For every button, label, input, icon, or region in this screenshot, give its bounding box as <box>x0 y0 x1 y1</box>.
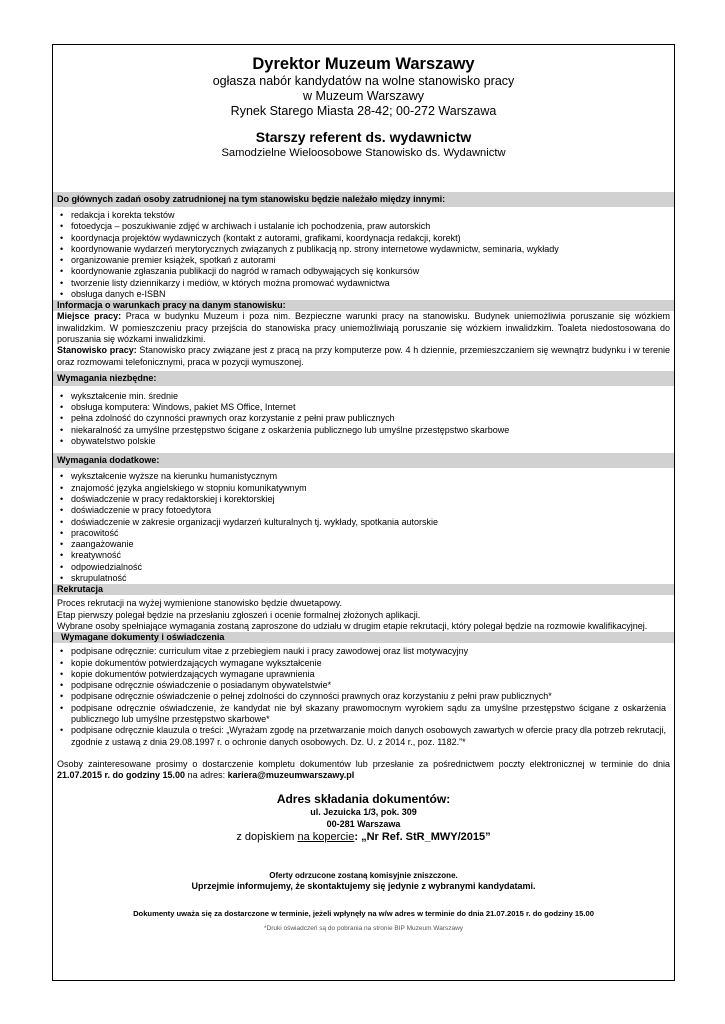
list-item: • niekaralność za umyślne przestępstwo ścigane z oskarżenia publicznego lub umyślne przestępstwo skarbowe <box>60 425 674 436</box>
header-address: Rynek Starego Miasta 28-42; 00-272 Warszawa <box>230 104 497 118</box>
required-heading: Wymagania niezbędne: <box>53 371 674 386</box>
submission-email: kariera@muzeumwarszawy.pl <box>227 770 355 781</box>
work-place-paragraph <box>53 311 674 345</box>
list-item: • wykształcenie min. średnie <box>60 391 674 402</box>
list-item: • odpowiedzialność <box>60 562 674 573</box>
work-post-label: Stanowisko pracy: <box>57 345 137 356</box>
recruitment-heading: Rekrutacja <box>53 584 674 595</box>
list-item: • zaangażowanie <box>60 539 674 550</box>
list-item: • podpisane odręcznie oświadczenie, że kandydat nie był skazany prawomocnym wyrokiem sądu za umyślne przestępstwo ścigane z oskarżenia publicznego lub umyślne przestępstwo skarbowe* <box>60 703 666 726</box>
list-item: • pracowitość <box>60 528 674 539</box>
documents-list <box>53 646 674 748</box>
work-post-paragraph <box>53 345 674 368</box>
submission-deadline: 21.07.2015 r. do godziny 15.00 <box>57 770 186 781</box>
list-item: • organizowanie premier książek, spotkań z autorami <box>60 255 674 266</box>
closing-block <box>53 870 674 935</box>
closing-line-2: Uprzejmie informujemy, że skontaktujemy się jedynie z wybranymi kandydatami. <box>191 881 536 892</box>
tasks-list <box>53 210 674 300</box>
address-heading: Adres składania dokumentów: <box>276 792 451 807</box>
job-announcement-document <box>52 44 675 981</box>
envelope-note-prefix: z dopiskiem <box>236 830 298 843</box>
list-item: • koordynowanie wydarzeń merytorycznych związanych z publikacją np. strony internetowe wydawnictw, seminaria, wykłady <box>60 244 674 255</box>
submission-text-mid: na adres: <box>185 770 228 781</box>
closing-line-1: Oferty odrzucone zostaną komisyjnie zniszczone. <box>269 870 458 880</box>
work-post-text: Stanowisko pracy związane jest z pracą na przy komputerze pow. 4 h dziennie, przemieszczaniem się wewnątrz budynku i w terenie oraz rozmowami telefonicznymi, praca w pozycji wymuszonej. <box>57 345 670 367</box>
list-item: • kreatywność <box>60 550 674 561</box>
page-title: Dyrektor Muzeum Warszawy <box>252 55 475 73</box>
list-item: • podpisane odręcznie klauzula o treści: „Wyrażam zgodę na przetwarzanie moich danych osobowych zawartych w ofercie pracy dla potrzeb rekrutacji, zgodnie z ustawą z dnia 29.08.1997 r. o ochronie danych osobowych. Dz. U. z 2014 r., poz. 1182.”* <box>60 725 666 748</box>
list-item: • skrupulatność <box>60 573 674 584</box>
work-place-text: Praca w budynku Muzeum i poza nim. Bezpieczne warunki pracy na stanowisku. Budynek uniemożliwia poruszanie się wózkiem inwalidzkim. W pomieszczeniu pracy przejścia do stanowiska pracy uniemożliwiają poruszanie się wózkiem inwalidzkim. Toaleta niedostosowana do poruszania się wózkami inwalidzkimi. <box>57 311 670 344</box>
envelope-note-reference: : „Nr Ref. StR_MWY/2015” <box>354 830 491 843</box>
list-item: • obsługa komputera: Windows, pakiet MS Office, Internet <box>60 402 674 413</box>
position-title: Starszy referent ds. wydawnictw <box>255 129 472 145</box>
tasks-heading: Do głównych zadań osoby zatrudnionej na tym stanowisku będzie należało między innymi: <box>53 192 674 207</box>
list-item: • podpisane odręcznie oświadczenie o pełnej zdolności do czynności prawnych oraz korzystaniu z pełni praw publicznych* <box>60 691 666 702</box>
address-block <box>53 792 674 843</box>
recruitment-line-2: Etap pierwszy polegał będzie na przesłaniu zgłoszeń i ocenie formalnej złożonych aplikacji. <box>57 609 421 620</box>
list-item: • podpisane odręcznie: curriculum vitae z przebiegiem nauki i pracy zawodowej oraz list motywacyjny <box>60 646 666 657</box>
list-item: • obsługa danych e-ISBN <box>60 289 674 300</box>
envelope-note-underlined: na kopercie <box>297 830 355 843</box>
list-item: • doświadczenie w zakresie organizacji wydarzeń kulturalnych tj. wykłady, spotkania autorskie <box>60 517 674 528</box>
conditions-heading: Informacja o warunkach pracy na danym stanowisku: <box>53 300 674 311</box>
documents-heading: Wymagane dokumenty i oświadczenia <box>53 632 674 643</box>
required-list <box>53 391 674 447</box>
closing-line-3: Dokumenty uważa się za dostarczone w terminie, jeżeli wpłynęły na w/w adres w terminie do dnia 21.07.2015 r. do godziny 15.00 <box>133 909 594 919</box>
list-item: • znajomość języka angielskiego w stopniu komunikatywnym <box>60 483 674 494</box>
submission-paragraph <box>53 759 674 782</box>
additional-heading: Wymagania dodatkowe: <box>53 453 674 468</box>
list-item: • kopie dokumentów potwierdzających wymagane uprawnienia <box>60 669 666 680</box>
work-place-label: Miejsce pracy: <box>57 311 122 322</box>
submission-text-start: Osoby zainteresowane prosimy o dostarczenie kompletu dokumentów lub przesłanie za pośrednictwem poczty elektronicznej w terminie do dnia <box>57 758 670 769</box>
list-item: • podpisane odręcznie oświadczenie o posiadanym obywatelstwie* <box>60 680 666 691</box>
footnote: *Druki oświadczeń są do pobrania na stronie BIP Muzeum Warszawy <box>263 925 464 933</box>
list-item: • doświadczenie w pracy redaktorskiej i korektorskiej <box>60 494 674 505</box>
list-item: • doświadczenie w pracy fotoedytora <box>60 505 674 516</box>
envelope-note <box>53 830 674 844</box>
header-line-2: w Muzeum Warszawy <box>302 89 425 103</box>
list-item: • obywatelstwo polskie <box>60 436 674 447</box>
address-street: ul. Jezuicka 1/3, pok. 309 <box>310 807 417 818</box>
list-item: • koordynowanie zgłaszania publikacji do nagród w ramach odbywających się konkursów <box>60 266 674 277</box>
recruitment-line-1: Proces rekrutacji na wyżej wymienione stanowisko będzie dwuetapowy. <box>57 598 342 609</box>
document-header <box>53 55 674 160</box>
list-item: • redakcja i korekta tekstów <box>60 210 674 221</box>
list-item: • kopie dokumentów potwierdzających wymagane wykształcenie <box>60 658 666 669</box>
list-item: • fotoedycja – poszukiwanie zdjęć w archiwach i ustalanie ich pochodzenia, praw autorskich <box>60 221 674 232</box>
recruitment-line-3: Wybrane osoby spełniające wymagania zostaną zaproszone do udziału w drugim etapie rekrutacji, który polegał będzie na rozmowie kwalifikacyjnej. <box>57 620 648 631</box>
list-item: • koordynacja projektów wydawniczych (kontakt z autorami, grafikami, koordynacja redakcji, korekt) <box>60 233 674 244</box>
header-line-1: ogłasza nabór kandydatów na wolne stanowisko pracy <box>212 74 515 88</box>
list-item: • pełna zdolność do czynności prawnych oraz korzystanie z pełni praw publicznych <box>60 413 674 424</box>
position-unit: Samodzielne Wieloosobowe Stanowisko ds. Wydawnictw <box>221 147 506 159</box>
list-item: • wykształcenie wyższe na kierunku humanistycznym <box>60 471 674 482</box>
address-city: 00-281 Warszawa <box>326 818 401 829</box>
additional-list <box>53 471 674 584</box>
list-item: • tworzenie listy dziennikarzy i mediów, w których można promować wydawnictwa <box>60 278 674 289</box>
